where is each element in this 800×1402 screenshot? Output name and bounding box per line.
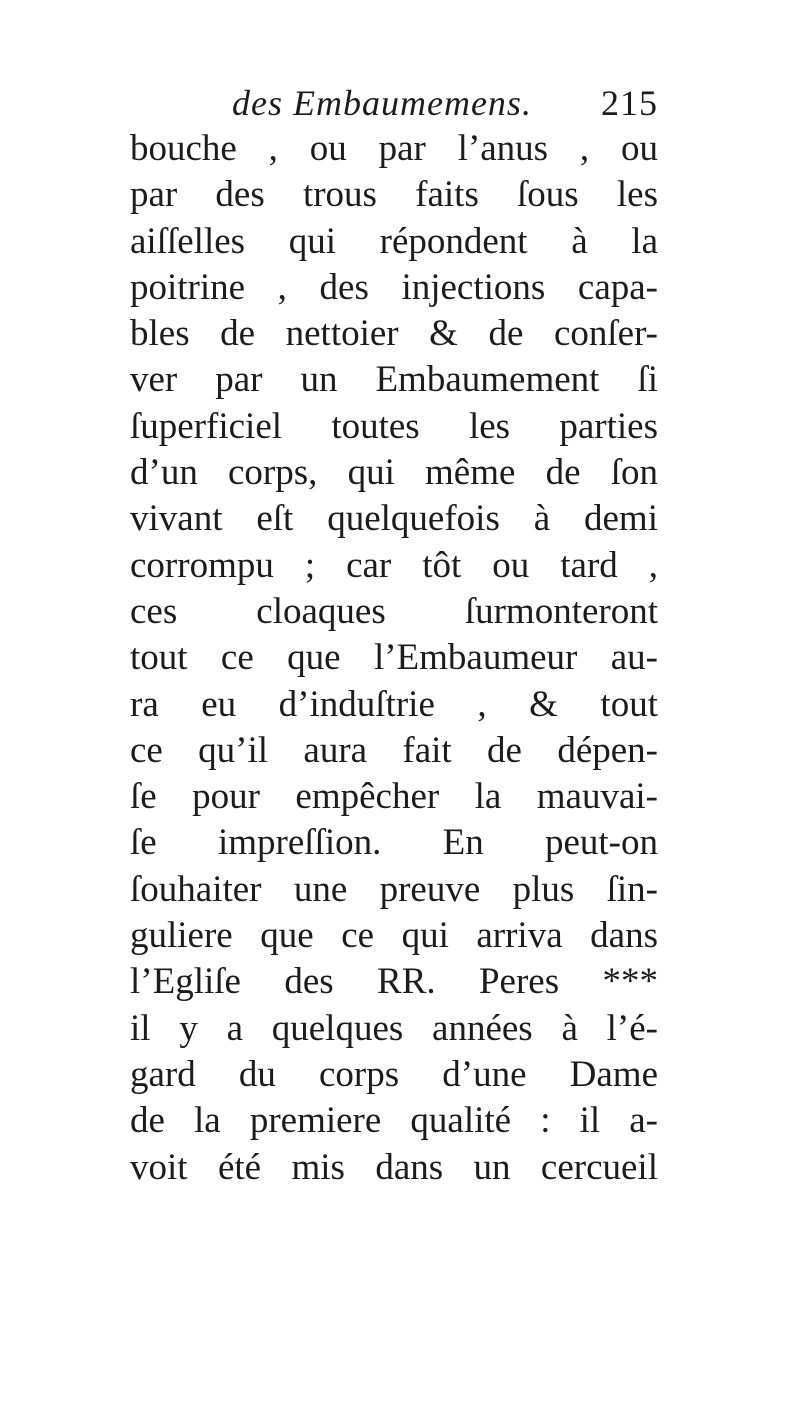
text-line: ſe pour empêcher la mauvai- — [130, 776, 658, 818]
running-head — [130, 78, 658, 128]
text-line: d’un corps, qui même de ſon — [130, 452, 658, 494]
text-line: ce qu’il aura fait de dépen- — [130, 729, 658, 771]
text-line: poitrine , des injections capa- — [130, 266, 658, 308]
text-line: l’Egliſe des RR. Peres *** — [130, 961, 658, 1003]
text-line: ſuperficiel toutes les parties — [130, 405, 658, 447]
text-line: de la premiere qualité : il a- — [130, 1100, 658, 1142]
text-line: corrompu ; car tôt ou tard , — [130, 544, 658, 586]
page-number: 215 — [601, 83, 658, 123]
text-line: ra eu d’induſtrie , & tout — [130, 683, 658, 725]
body-text — [130, 126, 658, 1191]
text-line: par des trous faits ſous les — [130, 174, 658, 216]
text-line: aiſſelles qui répondent à la — [130, 220, 658, 262]
text-line: gard du corps d’une Dame — [130, 1053, 658, 1095]
text-line: il y a quelques années à l’é- — [130, 1007, 658, 1049]
text-line: tout ce que l’Embaumeur au- — [130, 637, 658, 679]
text-line: bles de nettoier & de conſer- — [130, 313, 658, 355]
text-line: ver par un Embaumement ſi — [130, 359, 658, 401]
text-line: guliere que ce qui arriva dans — [130, 915, 658, 957]
text-line: ſouhaiter une preuve plus ſin- — [130, 868, 658, 910]
running-title: des Embaumemens. — [232, 83, 532, 123]
text-line: vivant eſt quelquefois à demi — [130, 498, 658, 540]
text-line: ſe impreſſion. En peut-on — [130, 822, 658, 864]
text-line: ces cloaques ſurmonteront — [130, 590, 658, 632]
text-line: voit été mis dans un cercueil — [130, 1146, 658, 1188]
text-line: bouche , ou par l’anus , ou — [130, 128, 658, 169]
